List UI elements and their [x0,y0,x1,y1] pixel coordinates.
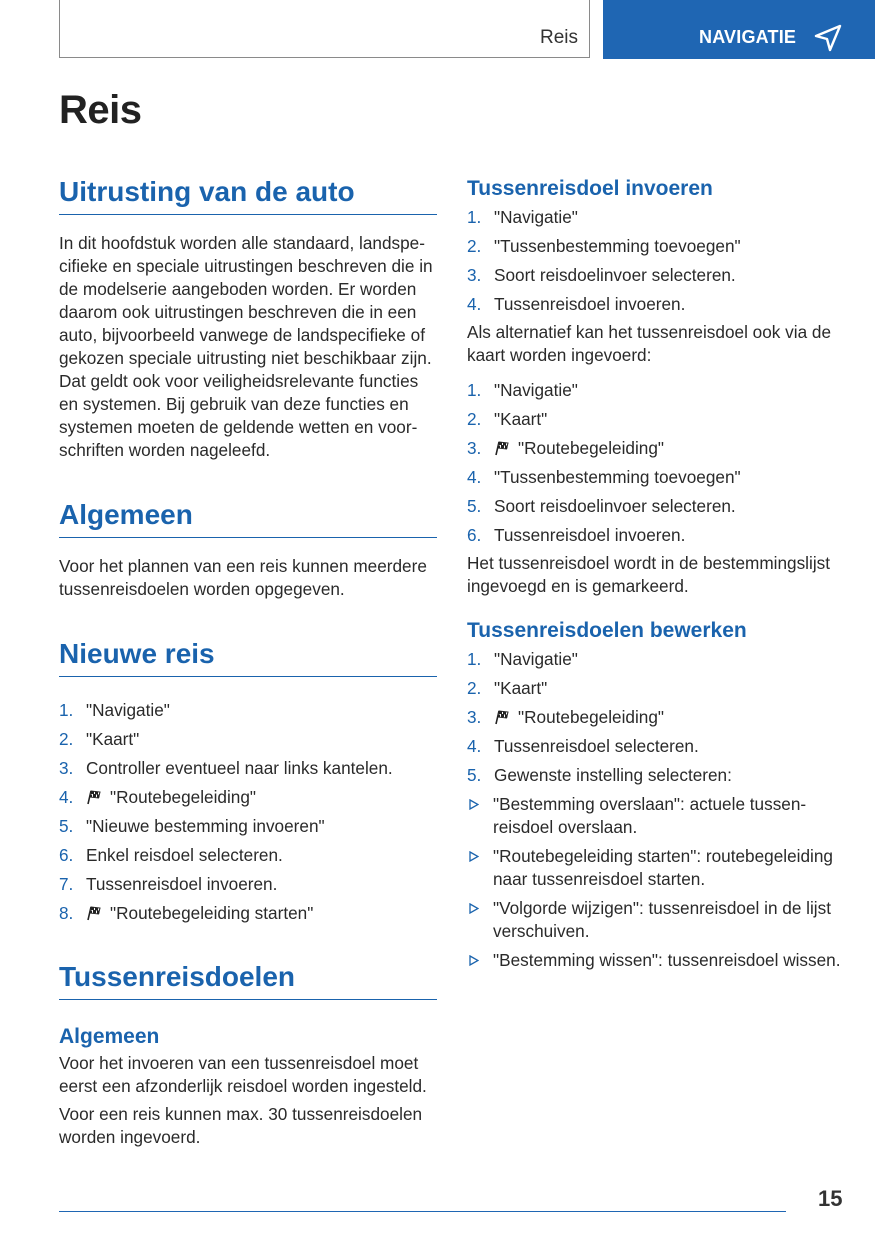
step-text: "Navigatie" [494,380,578,400]
step-number: 6. [59,845,74,865]
checkered-flag-icon [86,789,102,805]
step-number: 6. [467,525,482,545]
step-text: Soort reisdoelinvoer selecteren. [494,496,736,516]
list-item [467,379,847,402]
step-number: 5. [467,496,482,516]
list-item [467,648,847,671]
option-text: "Volgorde wijzigen": tussenreisdoel in de lijst verschuiven. [493,898,831,941]
list-invoeren-kaart [467,379,847,547]
step-text: "Navigatie" [86,700,170,720]
paragraph-algemeen: Voor het plannen van een reis kunnen meerdere tussenreisdoelen worden opgegeven. [59,556,427,599]
triangle-bullet-icon [469,851,479,862]
heading-tussenreisdoelen: Tussenreisdoelen [59,959,437,1000]
step-text: "Routebegeleiding" [110,787,256,807]
right-column [467,174,847,978]
step-number: 4. [467,294,482,314]
step-text: Controller eventueel naar links kantelen. [86,758,393,778]
option-item [467,897,847,943]
step-number: 2. [467,678,482,698]
heading-algemeen: Algemeen [59,497,437,538]
list-item [467,206,847,229]
triangle-bullet-icon [469,955,479,966]
list-item [467,735,847,758]
step-text: "Routebegeleiding starten" [110,903,314,923]
step-number: 3. [467,707,482,727]
list-instellingen [467,793,847,972]
step-number: 8. [59,903,74,923]
step-text: "Kaart" [494,678,548,698]
option-text: "Bestemming wissen": tussenreisdoel wissen. [493,950,841,970]
step-number: 2. [59,729,74,749]
step-text: "Kaart" [86,729,140,749]
list-item [59,786,437,809]
paragraph-tussenreisdoel-1: Voor het invoeren van een tussenreisdoel moet eerst een afzonderlijk reisdoel worden ingesteld. [59,1053,427,1096]
list-item [467,706,847,729]
step-text: "Tussenbestemming toevoegen" [494,467,741,487]
step-text: "Kaart" [494,409,548,429]
list-item [59,728,437,751]
step-number: 3. [59,758,74,778]
list-item [467,437,847,460]
step-number: 2. [467,409,482,429]
heading-tussenreisdoelen-bewerken: Tussenreisdoelen bewerken [467,619,747,642]
list-item [59,844,437,867]
step-text: Gewenste instelling selecteren: [494,765,732,785]
step-text: "Tussenbestemming toevoegen" [494,236,741,256]
list-item [59,873,437,896]
page-title: Reis [59,88,142,132]
list-invoeren [467,206,847,316]
list-item [59,815,437,838]
option-item [467,793,847,839]
paragraph-gemarkeerd: Het tussenreisdoel wordt in de bestemmingslijst ingevoegd en is gemarkeerd. [467,553,831,596]
header-section-box [59,0,590,58]
step-number: 4. [59,787,74,807]
step-text: "Navigatie" [494,207,578,227]
step-text: "Routebegeleiding" [518,438,664,458]
step-text: Tussenreisdoel invoeren. [86,874,278,894]
option-item [467,845,847,891]
list-item [467,466,847,489]
left-column [59,174,437,1149]
step-number: 2. [467,236,482,256]
option-item [467,949,847,972]
step-text: Tussenreisdoel invoeren. [494,525,686,545]
triangle-bullet-icon [469,903,479,914]
subheading-algemeen: Algemeen [59,1025,160,1048]
step-number: 1. [467,207,482,227]
step-text: Tussenreisdoel invoeren. [494,294,686,314]
step-number: 1. [467,649,482,669]
list-bewerken [467,648,847,787]
list-item [59,902,437,925]
list-item [467,235,847,258]
step-number: 1. [467,380,482,400]
option-text: "Routebegeleiding starten": routebegeleiding naar tussenreisdoel starten. [493,846,833,889]
list-item [59,699,437,722]
step-number: 3. [467,438,482,458]
checkered-flag-icon [494,709,510,725]
checkered-flag-icon [86,905,102,921]
paragraph-tussenreisdoel-2: Voor een reis kunnen max. 30 tussenreisdoelen worden ingevoerd. [59,1104,423,1147]
heading-uitrusting: Uitrusting van de auto [59,174,437,215]
step-number: 7. [59,874,74,894]
step-text: "Routebegeleiding" [518,707,664,727]
list-item [467,764,847,787]
heading-tussenreisdoel-invoeren: Tussenreisdoel invoeren [467,177,713,200]
step-number: 4. [467,467,482,487]
page-number: 15 [818,1186,843,1211]
chapter-tab-label: NAVIGATIE [699,27,797,47]
step-number: 4. [467,736,482,756]
step-number: 5. [59,816,74,836]
header-section-title: Reis [539,27,578,48]
paragraph-alternatief: Als alternatief kan het tussenreisdoel ook via de kaart worden ingevoerd: [467,322,832,365]
list-item [59,757,437,780]
list-item [467,264,847,287]
option-text: "Bestemming overslaan": actuele tussenreisdoel overslaan. [493,794,807,837]
step-text: Enkel reisdoel selecteren. [86,845,283,865]
step-number: 1. [59,700,74,720]
step-text: "Nieuwe bestemming invoeren" [86,816,325,836]
list-item [467,293,847,316]
list-item [467,495,847,518]
navigation-arrow-icon [814,24,842,52]
step-number: 5. [467,765,482,785]
list-item [467,408,847,431]
footer-line [59,1211,786,1212]
list-item [467,677,847,700]
step-text: "Navigatie" [494,649,578,669]
step-text: Soort reisdoelinvoer selecteren. [494,265,736,285]
heading-nieuwe-reis: Nieuwe reis [59,636,437,677]
chapter-tab [603,0,875,59]
triangle-bullet-icon [469,799,479,810]
step-number: 3. [467,265,482,285]
list-nieuwe-reis [59,699,437,925]
list-item [467,524,847,547]
step-text: Tussenreisdoel selecteren. [494,736,699,756]
checkered-flag-icon [494,440,510,456]
paragraph-uitrusting: In dit hoofdstuk worden alle standaard, landspecifieke en speciale uitrustingen beschreven die in de modelserie aangeboden worden. Er worden daarom ook uitrustingen beschreven die in een auto, bijvoorbeeld vanwege de landspecifieke of gekozen speciale uitrusting niet beschikbaar zijn. Dat geldt ook voor veiligheidsrelevante functies en systemen. Bij gebruik van deze functies en systemen moeten de geldende wetten en voorschriften worden nageleefd. [59,233,433,460]
